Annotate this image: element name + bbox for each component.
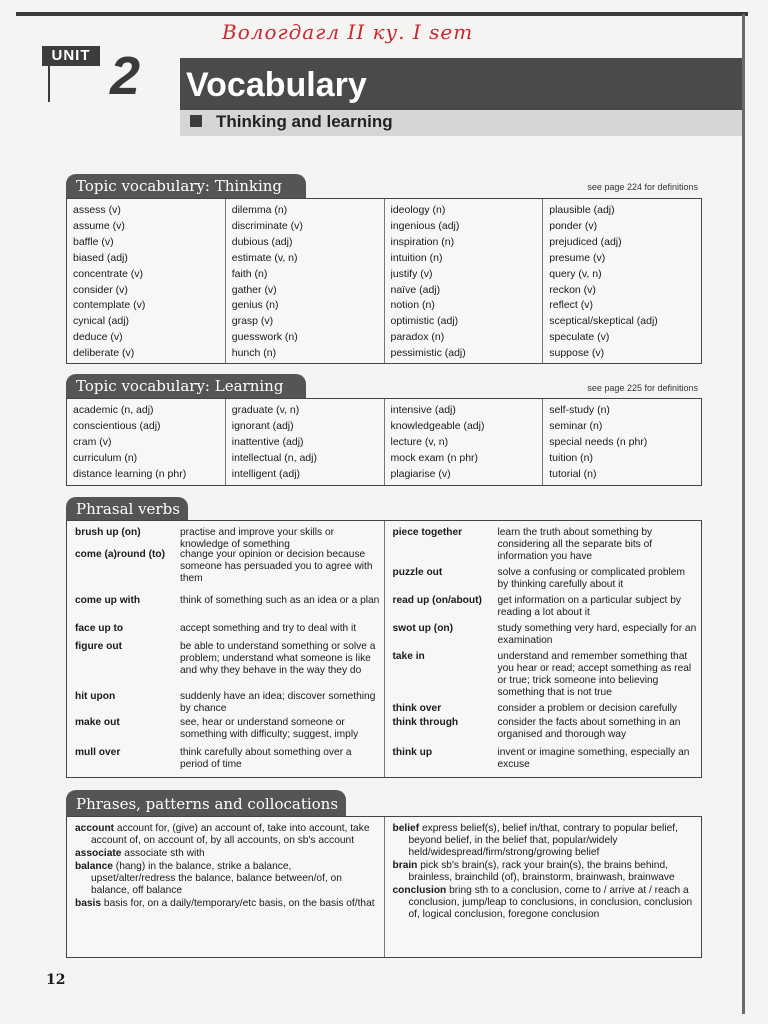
vocab-word: inattentive (adj) xyxy=(231,435,304,448)
vocab-word: paradox (n) xyxy=(390,331,445,344)
phrasal-verb-term: read up (on/about) xyxy=(392,595,482,606)
phrasal-verb-definition: understand and remember something that you hear or read; accept something as real or true; trick someone into believing something that is not true xyxy=(497,651,692,698)
vocab-word: genius (n) xyxy=(231,299,279,312)
phrasal-verb-row xyxy=(393,651,698,699)
vocab-word: deduce (v) xyxy=(73,331,123,344)
phrasal-left-column xyxy=(67,521,385,777)
vocab-word: graduate (v, n) xyxy=(231,404,300,416)
vocab-word: consider (v) xyxy=(73,283,128,296)
collocation-headword: belief xyxy=(392,823,420,834)
collocation-text: basis for, on a daily/temporary/etc basis, on the basis of/that xyxy=(103,898,375,909)
vocab-word: intellectual (n, adj) xyxy=(231,451,317,464)
vocab-word: concentrate (v) xyxy=(73,267,144,280)
vocab-word: intensive (adj) xyxy=(390,404,456,416)
phrasal-verb-row xyxy=(75,717,380,741)
vocab-word: query (v, n) xyxy=(549,267,602,280)
phrasal-verb-row xyxy=(75,691,380,715)
phrasal-verb-term: figure out xyxy=(75,641,122,652)
phrasal-verb-definition: accept something and try to deal with it xyxy=(180,623,357,634)
unit-label: UNIT xyxy=(42,46,100,66)
collocation-headword: account xyxy=(75,823,115,834)
vocab-word: plausible (adj) xyxy=(549,204,615,216)
phrasal-verb-row xyxy=(393,747,698,771)
phrasal-verb-definition: think carefully about something over a period of time xyxy=(180,747,352,770)
phrasal-verb-definition: think of something such as an idea or a plan xyxy=(180,595,380,606)
phrasal-verb-term: puzzle out xyxy=(392,567,443,578)
phrasal-verb-definition: practise and improve your skills or knowledge of something xyxy=(180,527,335,550)
phrasal-verb-term: piece together xyxy=(392,527,463,538)
vocab-word: inspiration (n) xyxy=(390,235,455,248)
phrasal-verb-term: think over xyxy=(392,703,442,714)
vocab-word: presume (v) xyxy=(549,251,606,264)
unit-number: 2 xyxy=(110,46,141,106)
vocab-word: ignorant (adj) xyxy=(231,419,294,432)
collocation-entry xyxy=(393,885,696,921)
vocab-word: gather (v) xyxy=(231,283,277,296)
phrasal-verb-row xyxy=(393,595,698,619)
vocab-word: special needs (n phr) xyxy=(549,435,648,448)
vocab-word: ponder (v) xyxy=(549,219,598,232)
phrasal-verb-row xyxy=(75,641,380,677)
ppc-right-column xyxy=(385,817,702,957)
collocation-entry xyxy=(75,823,378,847)
word-column xyxy=(543,399,701,485)
word-column xyxy=(67,399,226,485)
phrasal-verbs-heading: Phrasal verbs xyxy=(66,497,188,521)
word-column xyxy=(226,199,385,363)
vocab-word: lecture (v, n) xyxy=(390,435,449,448)
collocation-text: (hang) in the balance, strike a balance, upset/alter/redress the balance, balance between/of, on balance, off balance xyxy=(91,861,342,896)
word-column xyxy=(385,399,544,485)
learning-heading: Topic vocabulary: Learning xyxy=(66,374,306,398)
phrasal-verb-term: face up to xyxy=(75,623,124,634)
collocation-entry xyxy=(393,860,696,884)
vocab-word: sceptical/skeptical (adj) xyxy=(549,315,658,328)
phrasal-verb-row xyxy=(75,747,380,771)
page-title: Vocabulary xyxy=(186,66,367,104)
phrasal-verb-row xyxy=(393,527,698,563)
phrasal-verb-row xyxy=(75,623,380,635)
vocab-word: biased (adj) xyxy=(73,251,128,264)
phrasal-verb-definition: learn the truth about something by considering all the separate bits of information you have xyxy=(497,527,653,562)
collocation-text: account for, (give) an account of, take into account, take account of, on account of, by all accounts, on sb's account xyxy=(91,823,370,846)
vocab-word: tutorial (n) xyxy=(549,467,597,480)
phrasal-verb-definition: suddenly have an idea; discover something by chance xyxy=(180,691,376,714)
vocab-word: baffle (v) xyxy=(73,235,114,248)
word-column xyxy=(67,199,226,363)
page-number: 12 xyxy=(46,972,66,988)
phrasal-verb-definition: study something very hard, especially for an examination xyxy=(497,623,697,646)
vocab-word: ingenious (adj) xyxy=(390,219,460,232)
thinking-definitions-note: see page 224 for definitions xyxy=(587,182,698,192)
vocab-word: suppose (v) xyxy=(549,347,605,360)
vocab-word: assume (v) xyxy=(73,219,125,232)
phrasal-verb-definition: change your opinion or decision because someone has persuaded you to agree with them xyxy=(180,549,373,584)
vocab-word: deliberate (v) xyxy=(73,347,135,360)
collocation-text: pick sb's brain(s), rack your brain(s), the brains behind, brainless, brainchild (of), brainstorm, brainwash, brainwave xyxy=(408,860,675,883)
vocab-word: naïve (adj) xyxy=(390,283,441,296)
collocation-headword: conclusion xyxy=(392,885,447,896)
phrasal-verb-term: make out xyxy=(75,717,120,728)
vocab-word: curriculum (n) xyxy=(73,451,138,464)
page-edge-line xyxy=(742,14,745,1014)
phrasal-verb-definition: consider a problem or decision carefully xyxy=(497,703,677,714)
learning-definitions-note: see page 225 for definitions xyxy=(587,383,698,393)
ppc-heading: Phrases, patterns and collocations xyxy=(66,790,346,818)
phrasal-verb-term: take in xyxy=(392,651,425,662)
phrasal-verb-row xyxy=(393,567,698,591)
vocab-word: guesswork (n) xyxy=(231,331,298,344)
phrasal-verb-definition: invent or imagine something, especially an excuse xyxy=(497,747,690,770)
phrasal-verb-definition: solve a confusing or complicated problem by thinking carefully about it xyxy=(497,567,685,590)
vocab-word: assess (v) xyxy=(73,204,121,216)
phrasal-verb-term: brush up (on) xyxy=(75,527,141,538)
collocation-entry xyxy=(75,848,378,860)
phrasal-verb-row xyxy=(393,717,698,741)
vocab-word: knowledgeable (adj) xyxy=(390,419,485,432)
vocab-word: contemplate (v) xyxy=(73,299,146,312)
phrasal-verb-definition: consider the facts about something in an organised and thorough way xyxy=(497,717,681,740)
ppc-left-column xyxy=(67,817,385,957)
vocab-word: intuition (n) xyxy=(390,251,443,264)
vocab-word: plagiarise (v) xyxy=(390,467,451,480)
phrasal-verb-term: think through xyxy=(392,717,459,728)
vocab-word: distance learning (n phr) xyxy=(73,467,187,480)
phrasal-verb-row xyxy=(75,549,380,585)
vocab-word: speculate (v) xyxy=(549,331,610,344)
thinking-heading: Topic vocabulary: Thinking xyxy=(66,174,306,198)
collocation-headword: associate xyxy=(75,848,122,859)
collocation-text: express belief(s), belief in/that, contrary to popular belief, beyond belief, in the belief that, popular/widely held/widespread/firm/strong/growing belief xyxy=(408,823,678,858)
subtitle-square-icon xyxy=(190,115,202,127)
collocation-entry xyxy=(75,898,378,910)
unit-rule xyxy=(48,66,50,102)
vocab-word: ideology (n) xyxy=(390,204,446,216)
learning-word-table xyxy=(66,398,702,486)
collocation-entry xyxy=(75,861,378,897)
vocab-word: faith (n) xyxy=(231,267,268,280)
word-column xyxy=(543,199,701,363)
vocab-word: discriminate (v) xyxy=(231,219,303,232)
collocation-headword: brain xyxy=(392,860,418,871)
phrasal-verb-term: swot up (on) xyxy=(392,623,454,634)
vocab-word: intelligent (adj) xyxy=(231,467,301,480)
vocab-word: self-study (n) xyxy=(549,404,610,416)
vocab-word: notion (n) xyxy=(390,299,435,312)
handwritten-note: Вологдагл II ку. I sem xyxy=(222,20,474,44)
phrasal-verb-row xyxy=(75,527,380,551)
phrasal-verb-term: hit upon xyxy=(75,691,116,702)
thinking-word-table xyxy=(66,198,702,364)
vocab-word: reflect (v) xyxy=(549,299,594,312)
ppc-table xyxy=(66,816,702,958)
phrasal-right-column xyxy=(385,521,702,777)
page-subtitle: Thinking and learning xyxy=(216,112,393,131)
vocab-word: pessimistic (adj) xyxy=(390,347,466,360)
phrasal-verbs-table xyxy=(66,520,702,778)
vocab-word: mock exam (n phr) xyxy=(390,451,479,464)
phrasal-verb-term: think up xyxy=(392,747,433,758)
vocab-word: prejudiced (adj) xyxy=(549,235,622,248)
vocab-word: justify (v) xyxy=(390,267,433,280)
top-rule xyxy=(16,12,748,16)
vocab-word: estimate (v, n) xyxy=(231,251,298,264)
phrasal-verb-term: come (a)round (to) xyxy=(75,549,165,560)
vocab-word: academic (n, adj) xyxy=(73,404,154,416)
vocab-word: conscientious (adj) xyxy=(73,419,161,432)
vocab-word: cynical (adj) xyxy=(73,315,130,328)
phrasal-verb-definition: be able to understand something or solve a problem; understand what someone is like and why they behave in the way they do xyxy=(180,641,376,676)
vocab-word: seminar (n) xyxy=(549,419,603,432)
phrasal-verb-row xyxy=(393,623,698,647)
vocab-word: tuition (n) xyxy=(549,451,594,464)
phrasal-verb-term: come up with xyxy=(75,595,141,606)
phrasal-verb-definition: get information on a particular subject by reading a lot about it xyxy=(497,595,681,618)
word-column xyxy=(385,199,544,363)
word-column xyxy=(226,399,385,485)
phrasal-verb-definition: see, hear or understand someone or something with difficulty; suggest, imply xyxy=(180,717,359,740)
vocab-word: optimistic (adj) xyxy=(390,315,459,328)
vocab-word: reckon (v) xyxy=(549,283,596,296)
vocab-word: cram (v) xyxy=(73,435,112,448)
phrasal-verb-row xyxy=(75,595,380,607)
collocation-entry xyxy=(393,823,696,859)
collocation-text: associate sth with xyxy=(124,848,205,859)
phrasal-verb-row xyxy=(393,703,698,715)
collocation-headword: basis xyxy=(75,898,102,909)
collocation-text: bring sth to a conclusion, come to / arrive at / reach a conclusion, jump/leap to conclusions, in conclusion, conclusion of, logical conclusion, foregone conclusion xyxy=(408,885,693,920)
vocab-word: dubious (adj) xyxy=(231,235,293,248)
vocab-word: grasp (v) xyxy=(231,315,274,328)
vocab-word: dilemma (n) xyxy=(231,204,288,216)
collocation-headword: balance xyxy=(75,861,113,872)
vocab-word: hunch (n) xyxy=(231,347,277,360)
phrasal-verb-term: mull over xyxy=(75,747,121,758)
